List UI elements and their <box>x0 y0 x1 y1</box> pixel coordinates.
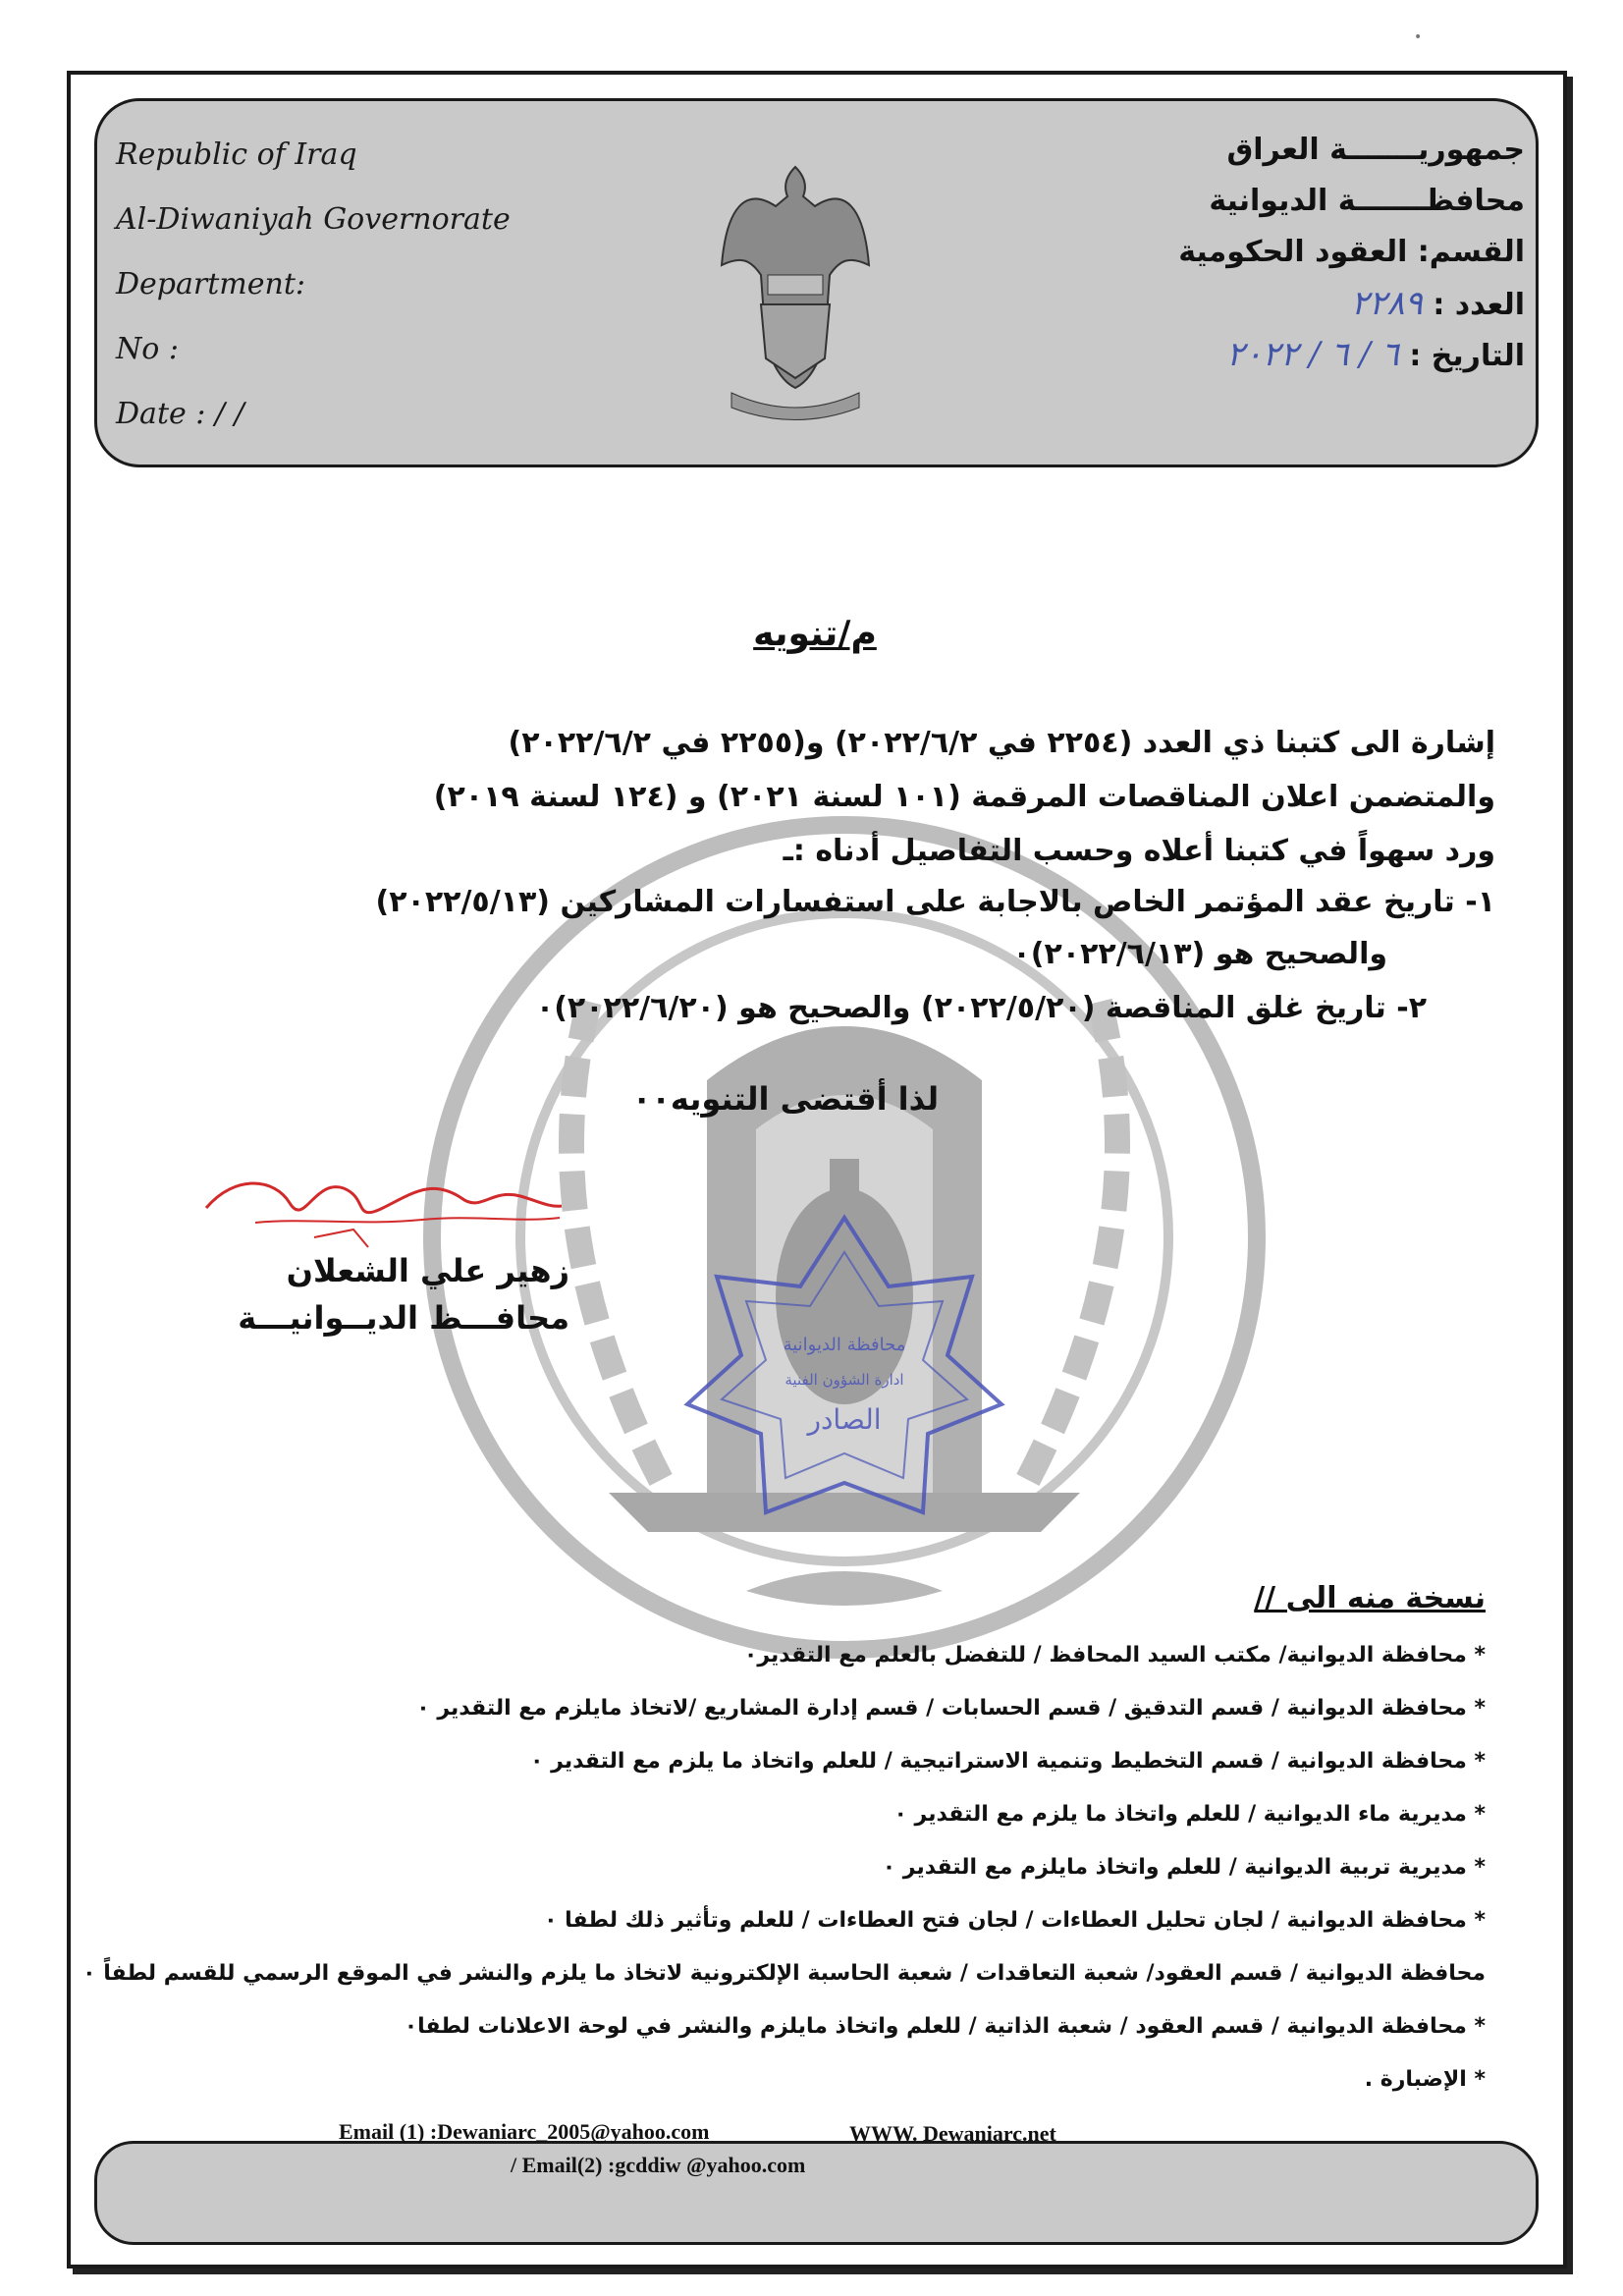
header-date-en: Date : / / <box>116 397 244 431</box>
footer-box <box>94 2141 1539 2245</box>
copies-item: * محافظة الديوانية / قسم التخطيط وتنمية الاستراتيجية / للعلم واتخاذ ما يلزم مع التقدير ٠ <box>530 1749 1486 1774</box>
body-line-4: ١- تاريخ عقد المؤتمر الخاص بالاجابة على استفسارات المشاركين (٢٠٢٢/٥/١٣) <box>375 885 1495 919</box>
stamp-line-3: الصادر <box>807 1403 882 1436</box>
copies-list <box>82 1630 1486 2107</box>
header-right-block <box>1014 126 1525 381</box>
header-no-en: No : <box>116 332 179 366</box>
corner-mark: • <box>1414 29 1423 45</box>
header-department-en: Department: <box>116 267 305 301</box>
signature-block <box>206 1247 569 1341</box>
header-country-en: Republic of Iraq <box>116 137 357 172</box>
copies-item: محافظة الديوانية / قسم العقود/ شعبة التعاقدات / شعبة الحاسبة الإلكترونية لاتخاذ ما يلزم والنشر في الموقع الرسمي للقسم لطفاً ٠ <box>82 1961 1486 1986</box>
stamp-line-1: محافظة الديوانية <box>783 1335 906 1355</box>
header-department-ar: القسم: العقود الحكومية <box>1178 235 1525 269</box>
copies-item: * محافظة الديوانية / قسم العقود / شعبة الذاتية / للعلم واتخاذ مايلزم والنشر في لوحة الاعلانات لطفا٠ <box>404 2014 1486 2039</box>
body-line-3: ورد سهواً في كتبنا أعلاه وحسب التفاصيل أدناه :ـ <box>783 834 1495 868</box>
copies-item: * الإضبارة . <box>1364 2067 1486 2092</box>
footer-email-1: Email (1) :Dewaniarc_2005@yahoo.com <box>339 2119 710 2144</box>
copies-item: * مديرية تربية الديوانية / للعلم واتخاذ مايلزم مع التقدير ٠ <box>882 1855 1486 1880</box>
header-date-value: ٦ / ٦ / ٢٠٢٢ <box>1226 335 1399 374</box>
copies-item: * محافظة الديوانية/ مكتب السيد المحافظ / للتفضل بالعلم مع التقدير٠ <box>743 1643 1486 1667</box>
signatory-title: محافـــظ الديــوانيـــة <box>238 1299 569 1337</box>
body-line-2: والمتضمن اعلان المناقصات المرقمة (١٠١ لسنة ٢٠٢١) و (١٢٤ لسنة ٢٠١٩) <box>433 780 1495 814</box>
header-number-row <box>1014 279 1525 330</box>
handwritten-signature <box>196 1169 569 1257</box>
header-governorate-ar: محافظـــــــة الديوانية <box>1209 184 1525 218</box>
document-title: م/تنويه <box>753 614 877 654</box>
footer-website: WWW. Dewaniarc.net <box>849 2121 1056 2146</box>
header-date-row <box>1014 330 1525 381</box>
body-line-1: إشارة الى كتبنا ذي العدد (٢٢٥٤ في ٢٠٢٢/٦/٢) و(٢٢٥٥ في ٢٠٢٢/٦/٢) <box>508 726 1495 760</box>
stamp-line-2: ادارة الشؤون الفنية <box>784 1371 904 1389</box>
copies-item: * محافظة الديوانية / قسم التدقيق / قسم الحسابات / قسم إدارة المشاريع /لاتخاذ مايلزم مع التقدير ٠ <box>416 1696 1486 1721</box>
signatory-name: زهير علي الشعلان <box>286 1252 569 1289</box>
department-star-stamp <box>677 1208 1011 1542</box>
conclusion-line: لذا أقتضى التنويه٠٠ <box>631 1080 940 1118</box>
copies-title: نسخة منه الى // <box>1254 1581 1486 1615</box>
header-date-label: التاريخ : <box>1409 339 1525 373</box>
header-country-ar: جمهوريـــــــة العراق <box>1226 133 1525 167</box>
header-governorate-en: Al-Diwaniyah Governorate <box>116 202 511 237</box>
copies-item: * مديرية ماء الديوانية / للعلم واتخاذ ما يلزم مع التقدير ٠ <box>893 1802 1486 1827</box>
copies-item: * محافظة الديوانية / لجان تحليل العطاءات / لجان فتح العطاءات / للعلم وتأثير ذلك لطفا ٠ <box>544 1908 1486 1933</box>
iraq-eagle-emblem <box>707 147 884 422</box>
header-number-label: العدد : <box>1433 288 1525 322</box>
body-line-6: ٢- تاريخ غلق المناقصة (٢٠٢٢/٥/٢٠) والصحيح هو (٢٠٢٢/٦/٢٠)٠ <box>535 991 1427 1025</box>
header-left-block <box>116 126 568 450</box>
body-line-5: والصحيح هو (٢٠٢٢/٦/١٣)٠ <box>1012 937 1387 971</box>
footer-email-2: / Email(2) :gcddiw @yahoo.com <box>511 2153 806 2177</box>
header-number-value: ٢٢٨٩ <box>1350 284 1423 323</box>
